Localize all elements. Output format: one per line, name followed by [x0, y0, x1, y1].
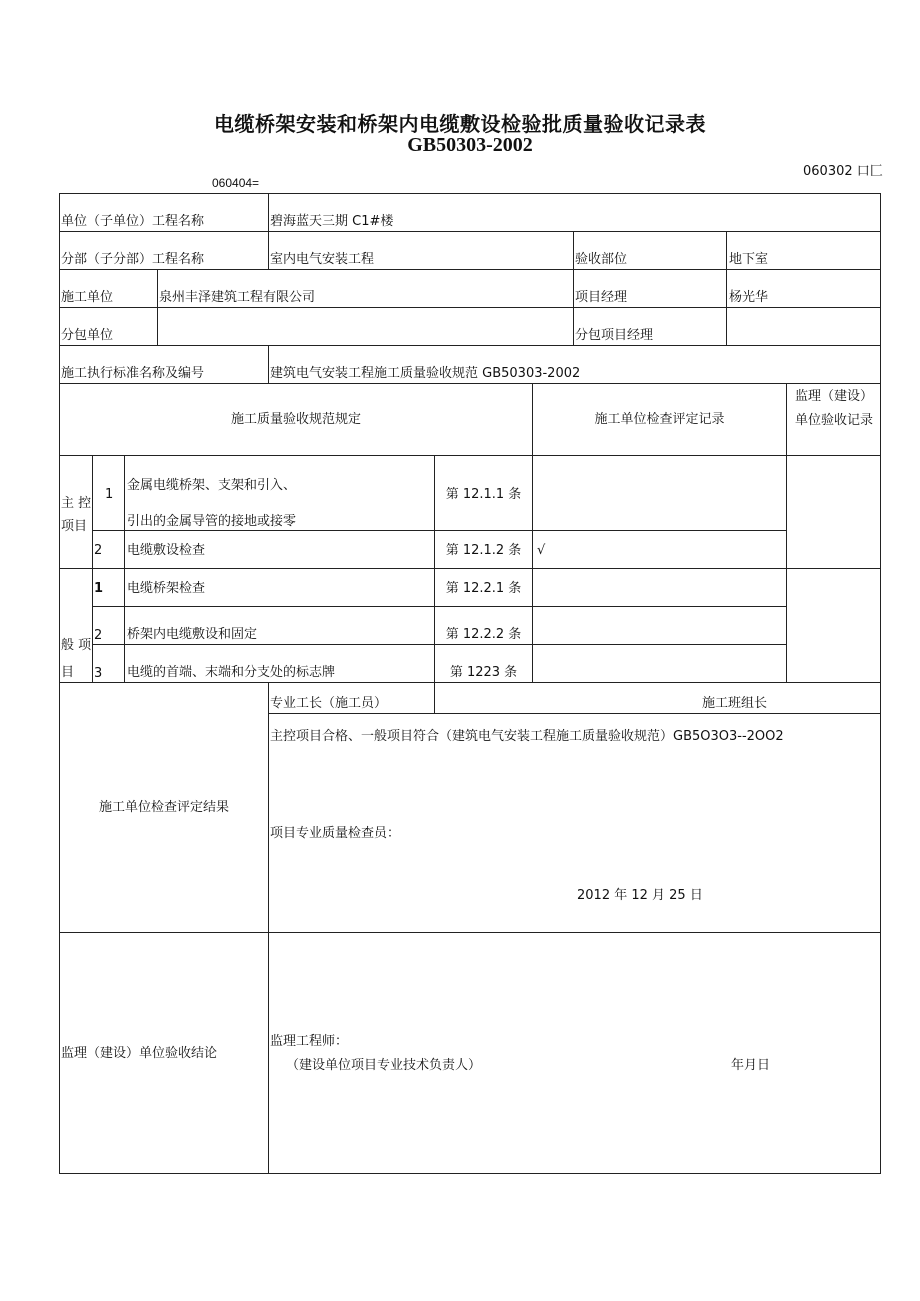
main-item-text: 金属电缆桥架、支架和引入、	[127, 478, 297, 493]
unit-project-value: 碧海蓝天三期 C1#楼	[270, 214, 394, 229]
supervision-result-label: 监理（建设）单位验收结论	[61, 1046, 218, 1061]
team-leader-label: 施工班组长	[702, 696, 768, 711]
form-code-right: 060302 口匚	[803, 164, 883, 179]
subcontractor-label: 分包单位	[61, 328, 114, 343]
general-item-text: 电缆的首端、末端和分支处的标志牌	[127, 665, 336, 680]
contractor-conclusion: 主控项目合格、一般项目符合（建筑电气安装工程施工质量验收规范）GB5O3O3--2OO2	[270, 729, 784, 744]
general-item-no: 1	[94, 581, 104, 596]
form-code-left: 060404=	[212, 176, 260, 190]
sub-project-label: 分部（子分部）工程名称	[61, 252, 205, 267]
main-item-record: √	[537, 543, 546, 558]
general-item-clause: 第 12.2.2 条	[445, 627, 522, 642]
supervision-date-label: 年月日	[731, 1058, 771, 1073]
supervision-header-2: 单位验收记录	[794, 413, 873, 428]
quality-inspector-label: 项目专业质量检查员：	[270, 826, 401, 841]
project-manager-label: 项目经理	[575, 290, 628, 305]
sub-project-value: 室内电气安装工程	[270, 252, 375, 267]
general-label-2: 目	[61, 665, 75, 680]
main-control-label-1: 主 控	[61, 496, 92, 511]
supervision-header-1: 监理（建设）	[794, 389, 873, 404]
general-label-1: 般 项	[61, 638, 92, 653]
general-item-text: 电缆桥架检查	[127, 581, 206, 596]
form-title: 电缆桥架安装和桥架内电缆敷设检验批质量验收记录表	[214, 112, 706, 136]
record-header: 施工单位检查评定记录	[594, 412, 725, 427]
spec-header: 施工质量验收规范规定	[230, 412, 361, 427]
exec-standard-value: 建筑电气安装工程施工质量验收规范 GB50303-2002	[270, 366, 581, 381]
owner-tech-label: （建设单位项目专业技术负责人）	[286, 1058, 482, 1073]
main-item-text: 电缆敷设检查	[127, 543, 206, 558]
main-item-clause: 第 12.1.1 条	[445, 487, 522, 502]
main-item-no: 2	[94, 543, 103, 558]
supervision-engineer-label: 监理工程师：	[270, 1034, 349, 1049]
general-item-no: 3	[94, 666, 103, 681]
general-item-clause: 第 1223 条	[449, 665, 518, 680]
main-item-no: 1	[105, 487, 114, 502]
exec-standard-label: 施工执行标准名称及编号	[61, 366, 205, 381]
contractor-label: 施工单位	[61, 290, 114, 305]
project-manager-value: 杨光华	[729, 290, 769, 305]
main-item-text: 引出的金属导管的接地或接零	[127, 514, 297, 529]
sub-pm-label: 分包项目经理	[575, 328, 654, 343]
main-item-clause: 第 12.1.2 条	[445, 543, 522, 558]
general-item-clause: 第 12.2.1 条	[445, 581, 522, 596]
general-item-no: 2	[94, 628, 103, 643]
unit-project-label: 单位（子单位）工程名称	[61, 214, 205, 229]
contractor-result-label: 施工单位检查评定结果	[98, 800, 229, 815]
main-control-label-2: 项目	[61, 519, 88, 534]
foreman-label: 专业工长（施工员）	[270, 696, 388, 711]
standard-code: GB50303-2002	[407, 134, 533, 156]
contractor-value: 泉州丰泽建筑工程有限公司	[159, 290, 316, 305]
general-item-text: 桥架内电缆敷设和固定	[127, 627, 258, 642]
contractor-result-date: 2012 年 12 月 25 日	[577, 888, 703, 903]
acceptance-part-value: 地下室	[729, 252, 769, 267]
acceptance-part-label: 验收部位	[575, 252, 628, 267]
